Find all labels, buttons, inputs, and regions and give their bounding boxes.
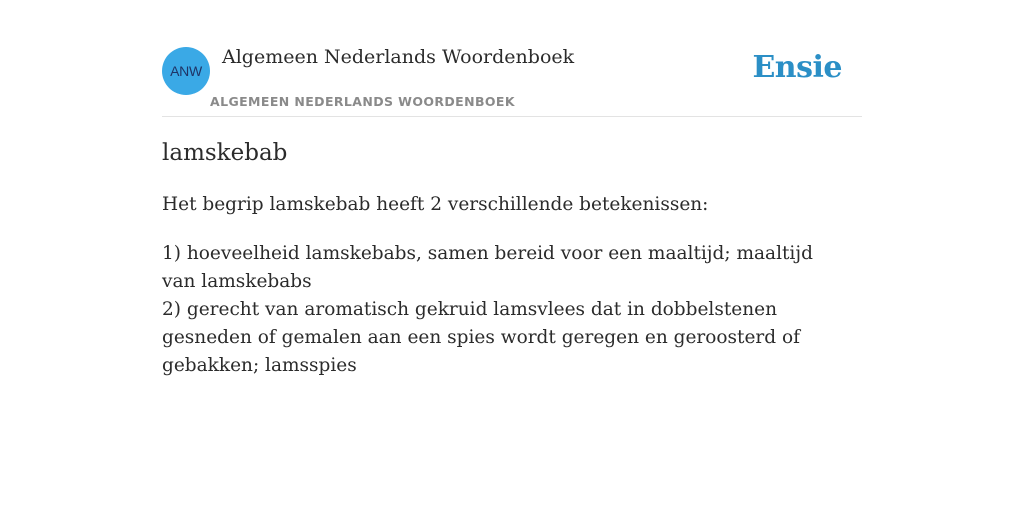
headword: lamskebab [162, 140, 288, 166]
meaning-1: 1) hoeveelheid lamskebabs, samen bereid voor een maaltijd; maaltijd van lamskebabs [162, 243, 813, 292]
meanings-intro: Het begrip lamskebab heeft 2 verschillende betekenissen: [162, 194, 709, 215]
content-container [162, 0, 862, 376]
anw-logo[interactable] [162, 47, 210, 95]
logo-text: ANW [170, 63, 202, 79]
source-subtitle: ALGEMEEN NEDERLANDS WOORDENBOEK [210, 94, 515, 109]
ensie-brand-link[interactable]: Ensie [752, 50, 842, 85]
source-title[interactable]: Algemeen Nederlands Woordenboek [222, 46, 575, 68]
meanings-list [162, 240, 842, 380]
source-header [162, 0, 862, 117]
meaning-2: 2) gerecht van aromatisch gekruid lamsvlees dat in dobbelstenen gesneden of gemalen aan een spies wordt geregen en geroosterd of gebakken; lamsspies [162, 299, 800, 376]
